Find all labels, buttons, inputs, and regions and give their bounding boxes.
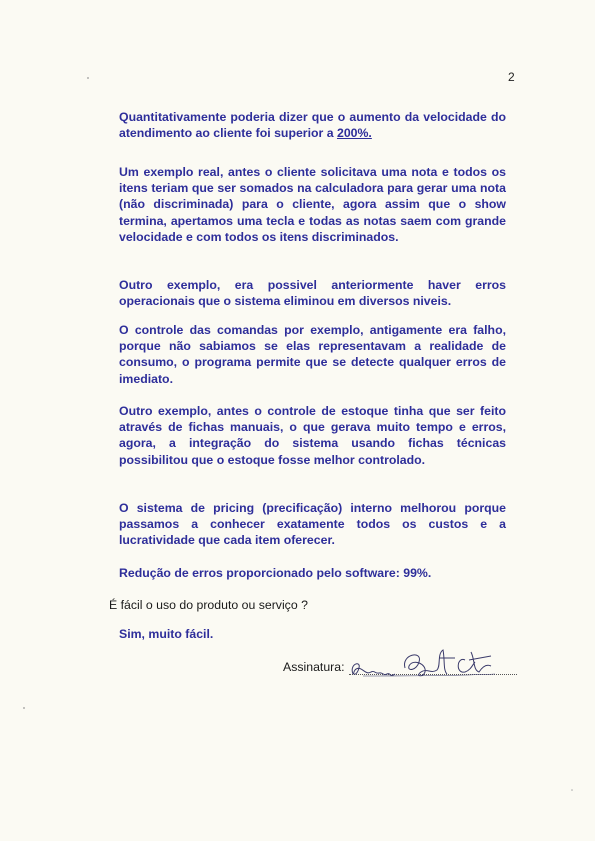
highlighted-percentage: 200%.	[336, 126, 372, 141]
question-ease-of-use: É fácil o uso do produto ou serviço ?	[109, 598, 308, 612]
paragraph-text: Quantitativamente poderia dizer que o aumento da velocidade do atendimento ao cliente foi superior a	[119, 110, 506, 141]
signature-label: Assinatura:	[283, 660, 345, 674]
paragraph-operational-errors: Outro exemplo, era possivel anteriormente haver erros operacionais que o sistema eliminou em diversos niveis.	[119, 278, 506, 309]
answer-ease-of-use: Sim, muito fácil.	[119, 627, 214, 641]
paragraph-pricing-system: O sistema de pricing (precificação) interno melhorou porque passamos a conhecer exatamente todos os custos e a lucratividade que cada item oferecer.	[119, 501, 506, 548]
paragraph-real-example: Um exemplo real, antes o cliente solicitava uma nota e todos os itens teriam que ser somados na calculadora para gerar uma nota (não discriminada) para o cliente, agora assim que o show termina, apertamos uma tecla e todas as notas saem com grande velocidade e com todos os itens discriminados.	[119, 165, 506, 244]
page-number: 2	[508, 70, 515, 84]
paragraph-stock-control: Outro exemplo, antes o controle de estoque tinha que ser feito através de fichas manuais, o que gerava muito tempo e erros, agora, a integração do sistema usando fichas técnicas possibilitou que o estoque fosse melhor controlado.	[119, 404, 506, 467]
paragraph-comandas-control: O controle das comandas por exemplo, antigamente era falho, porque não sabiamos se elas representavam a realidade de consumo, o programa permite que se detecte qualquer erros de imediato.	[119, 323, 506, 386]
paragraph-error-reduction: Redução de erros proporcionado pelo software: 99%.	[119, 566, 432, 580]
